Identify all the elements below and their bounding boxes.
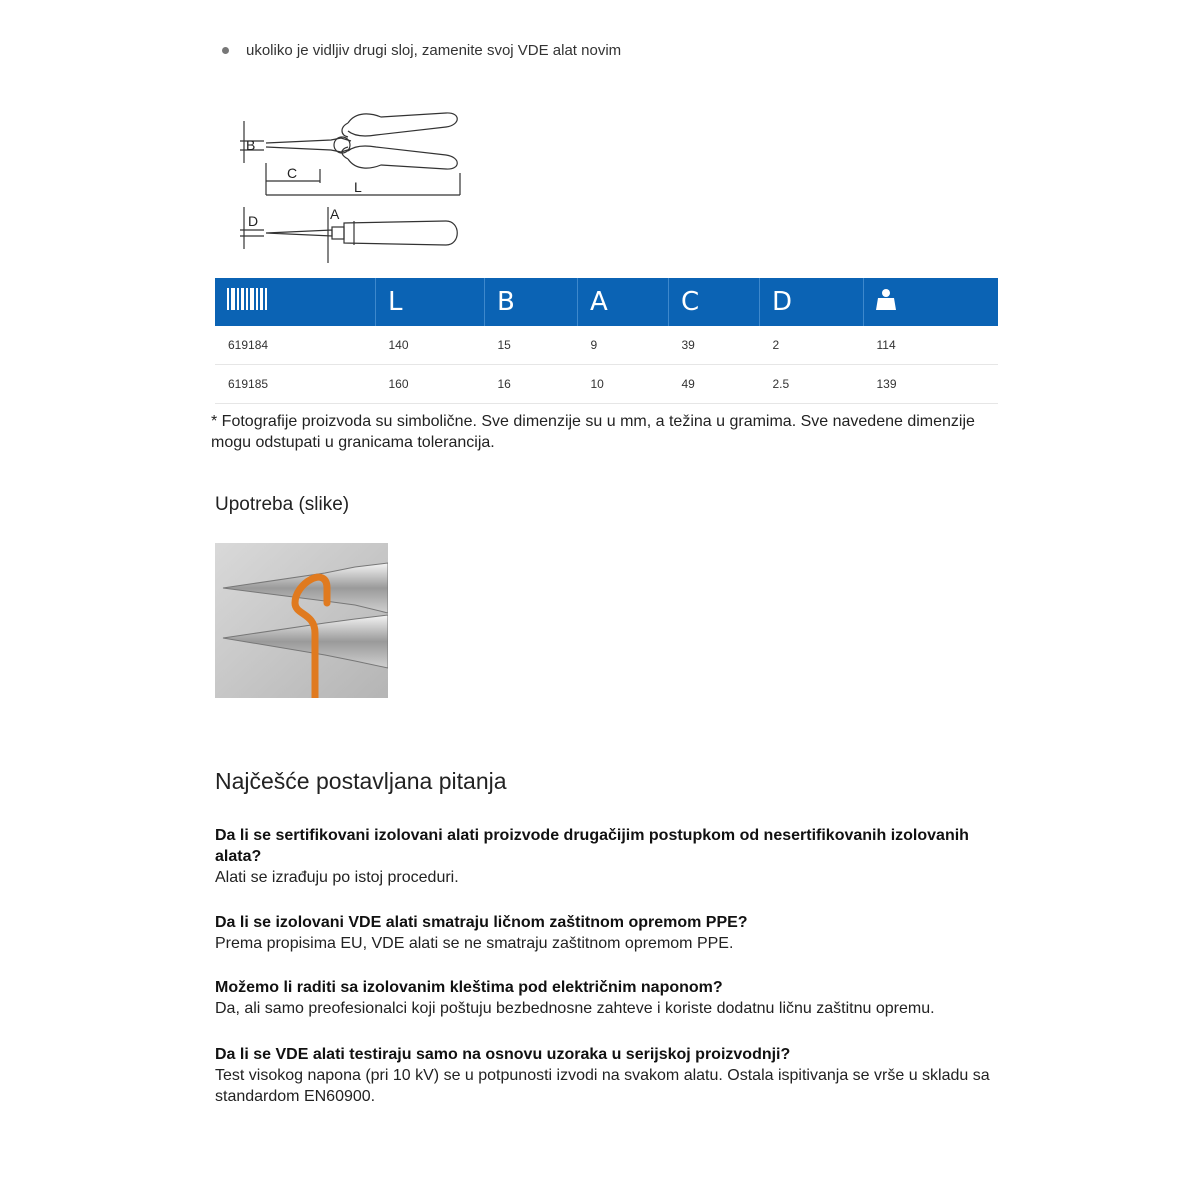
faq-question: Da li se VDE alati testiraju samo na osnovu uzoraka u serijskoj proizvodnji? (215, 1046, 791, 1063)
table-cell: 9 (578, 326, 669, 365)
label-l: L (354, 179, 362, 195)
spec-table (215, 278, 998, 404)
label-b: B (246, 137, 256, 153)
pliers-dimension-diagram (236, 103, 466, 263)
table-cell: 114 (864, 326, 999, 365)
table-row (215, 326, 998, 365)
table-cell: 160 (376, 365, 485, 404)
table-cell: 49 (669, 365, 760, 404)
barcode-icon (227, 288, 267, 310)
faq-question: Da li se sertifikovani izolovani alati proizvode drugačijim postupkom od nesertifikovanih izolovanih alata? (215, 827, 969, 865)
faq-answer: Prema propisima EU, VDE alati se ne smatraju zaštitnom opremom PPE. (215, 935, 734, 952)
col-l: L (376, 278, 485, 326)
usage-image (215, 543, 388, 698)
label-d: D (248, 213, 259, 229)
faq-title: Najčešće postavljana pitanja (215, 768, 507, 794)
usage-title: Upotreba (slike) (215, 494, 350, 515)
faq-item (215, 912, 1005, 954)
table-cell: 15 (485, 326, 578, 365)
footnote: * Fotografije proizvoda su simbolične. Sve dimenzije su u mm, a težina u gramima. Sve navedene dimenzije mogu odstupati u granicama tolerancija. (211, 413, 975, 451)
table-cell: 140 (376, 326, 485, 365)
faq-item (215, 1044, 1005, 1107)
table-cell: 2 (760, 326, 864, 365)
col-a: A (578, 278, 669, 326)
label-a: A (330, 206, 340, 222)
faq-question: Možemo li raditi sa izolovanim kleštima pod električnim naponom? (215, 979, 723, 996)
table-cell: 2.5 (760, 365, 864, 404)
faq-answer: Alati se izrađuju po istoj proceduri. (215, 869, 459, 886)
table-cell: 139 (864, 365, 999, 404)
col-barcode (215, 278, 376, 326)
table-header-row (215, 278, 998, 326)
col-weight (864, 278, 999, 326)
bullet-icon (222, 47, 229, 54)
weight-icon (876, 288, 896, 310)
col-b: B (485, 278, 578, 326)
faq-answer: Test visokog napona (pri 10 kV) se u potpunosti izvodi na svakom alatu. Ostala ispitivanja se vrše u skladu sa standardom EN60900. (215, 1067, 990, 1105)
label-c: C (287, 165, 298, 181)
table-cell: 10 (578, 365, 669, 404)
col-c: C (669, 278, 760, 326)
table-cell: 619184 (215, 326, 376, 365)
faq-item (215, 825, 1005, 888)
bullet-text: ukoliko je vidljiv drugi sloj, zamenite svoj VDE alat novim (246, 42, 622, 59)
table-cell: 39 (669, 326, 760, 365)
table-cell: 619185 (215, 365, 376, 404)
table-row (215, 365, 998, 404)
table-cell: 16 (485, 365, 578, 404)
col-d: D (760, 278, 864, 326)
faq-question: Da li se izolovani VDE alati smatraju ličnom zaštitnom opremom PPE? (215, 914, 748, 931)
faq-answer: Da, ali samo preofesionalci koji poštuju bezbednosne zahteve i koriste dodatnu ličnu zaštitnu opremu. (215, 1000, 935, 1017)
bullet-item (222, 42, 621, 59)
faq-item (215, 977, 1005, 1019)
